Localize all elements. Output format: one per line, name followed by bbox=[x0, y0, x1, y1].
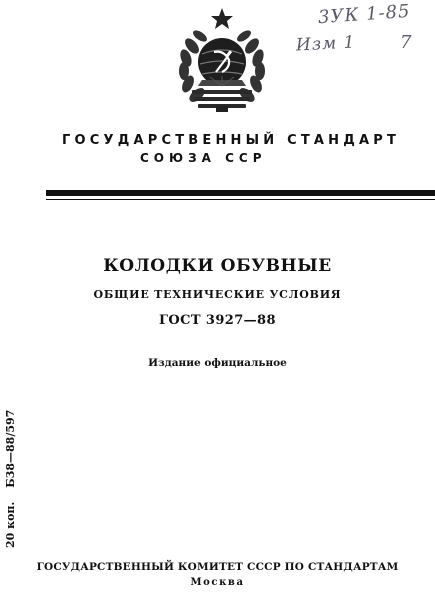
header-divider-thin bbox=[46, 199, 435, 200]
document-title: КОЛОДКИ ОБУВНЫЕ bbox=[103, 256, 332, 276]
gost-number: ГОСТ 3927—88 bbox=[159, 313, 276, 328]
header-state-standard: ГОСУДАРСТВЕННЫЙ СТАНДАРТ bbox=[62, 133, 401, 148]
price-label: 20 коп. bbox=[4, 501, 17, 548]
edition-label: Издание официальное bbox=[148, 357, 287, 369]
side-note bbox=[4, 410, 17, 548]
header-union: СОЮЗА ССР bbox=[140, 151, 267, 165]
publisher-city: Москва bbox=[190, 577, 245, 588]
handwritten-note: Изм 1 bbox=[295, 32, 356, 56]
print-code: Б38—88/597 bbox=[4, 409, 17, 488]
document-subtitle: ОБЩИЕ ТЕХНИЧЕСКИЕ УСЛОВИЯ bbox=[93, 288, 342, 301]
ussr-coat-of-arms-icon bbox=[172, 6, 272, 114]
publisher-committee: ГОСУДАРСТВЕННЫЙ КОМИТЕТ СССР ПО СТАНДАРТАМ bbox=[36, 561, 399, 573]
handwritten-mark: 7 bbox=[400, 32, 413, 53]
header-divider bbox=[46, 190, 435, 196]
handwritten-note: 3УК 1-85 bbox=[317, 0, 412, 29]
